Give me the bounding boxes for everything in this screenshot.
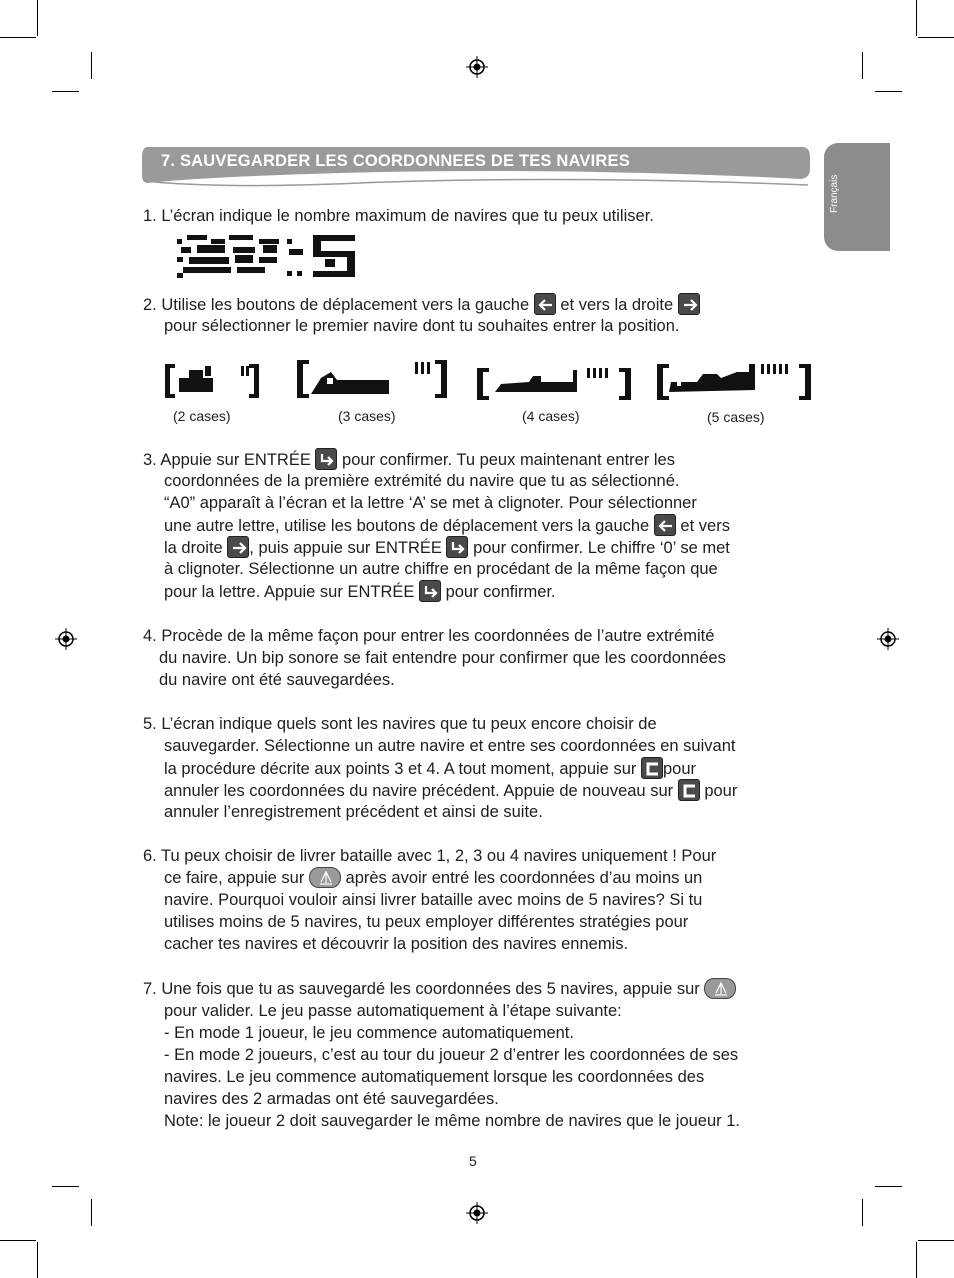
step-6-text: cacher tes navires et découvrir la position des navires ennemis.	[164, 935, 629, 953]
ship-3-cases-icon	[297, 358, 447, 400]
step-3-line-1	[143, 448, 675, 471]
step-5-text: pour	[704, 782, 738, 800]
step-5-text: pour	[662, 760, 696, 778]
step-2-text: 2. Utilise les boutons de déplacement vers la gauche	[143, 296, 530, 314]
step-5-line-5	[143, 801, 543, 823]
step-5-text: la procédure décrite aux points 3 et 4. A tout moment, appuie sur	[164, 760, 637, 778]
right-arrow-button[interactable]	[227, 536, 249, 558]
step-4-line-2	[143, 647, 726, 669]
enter-button[interactable]	[446, 536, 468, 558]
crop-mark	[862, 1199, 863, 1226]
ship-2-cases-icon	[165, 362, 259, 400]
step-6-text: après avoir entré les coordonnées d’au moins un	[345, 869, 703, 887]
step-7-text: navires. Le jeu commence automatiquement lorsque les coordonnées des	[164, 1068, 705, 1086]
step-4-line-1	[143, 625, 714, 647]
step-3-text: et vers	[680, 517, 730, 535]
step-3-text: pour confirmer. Le chiffre ‘0’ se met	[473, 539, 730, 557]
step-7-text: Note: le joueur 2 doit sauvegarder le même nombre de navires que le joueur 1.	[164, 1112, 741, 1130]
crop-mark	[875, 91, 902, 92]
crop-mark	[37, 0, 38, 36]
cancel-c-icon	[679, 780, 701, 802]
crop-mark	[91, 52, 92, 79]
step-6-line-4	[143, 911, 688, 933]
ship-4-cases-icon	[477, 362, 631, 402]
crop-mark	[52, 1186, 79, 1187]
enter-arrow-icon	[316, 449, 338, 471]
ship-5-cases-icon	[657, 360, 811, 402]
ship-caption: (2 cases)	[173, 408, 231, 424]
flag-icon	[310, 868, 342, 889]
flag-icon	[705, 979, 737, 1000]
step-2-line-2	[143, 315, 679, 337]
registration-mark-icon	[877, 628, 899, 650]
section-title: 7. SAUVEGARDER LES COORDONNEES DE TES NAVIRES	[161, 152, 630, 170]
step-2-text: et vers la droite	[560, 296, 674, 314]
step-7-line-2	[143, 1000, 622, 1022]
crop-mark	[918, 37, 954, 38]
step-3-text: , puis appuie sur ENTRÉE	[249, 539, 442, 557]
step-5-line-2	[143, 735, 735, 757]
step-1-text: 1. L’écran indique le nombre maximum de navires que tu peux utiliser.	[143, 207, 654, 225]
step-7-text: navires des 2 armadas ont été sauvegardées.	[164, 1090, 499, 1108]
step-3-line-6	[143, 558, 718, 580]
validate-button[interactable]	[704, 978, 736, 999]
step-7-line-3	[143, 1022, 574, 1044]
step-3-text: “A0” apparaît à l’écran et la lettre ‘A’ se met à clignoter. Pour sélectionner	[164, 494, 697, 512]
left-arrow-button[interactable]	[534, 293, 556, 315]
registration-mark-icon	[466, 1202, 488, 1224]
step-3-line-5	[143, 536, 730, 559]
enter-arrow-icon	[420, 581, 442, 603]
arrow-right-icon	[679, 294, 701, 316]
arrow-right-icon	[228, 537, 250, 559]
step-6-text: navire. Pourquoi vouloir ainsi livrer bataille avec moins de 5 navires? Si tu	[164, 891, 703, 909]
crop-mark	[52, 91, 79, 92]
step-5-text: 5. L’écran indique quels sont les navires que tu peux encore choisir de	[143, 715, 657, 733]
step-7-line-6	[143, 1088, 499, 1110]
step-7-text: - En mode 1 joueur, le jeu commence automatiquement.	[164, 1024, 574, 1042]
step-6-text: utilises moins de 5 navires, tu peux employer différentes stratégies pour	[164, 913, 689, 931]
cancel-c-icon	[642, 758, 664, 780]
step-3-text: à clignoter. Sélectionne un autre chiffre en procédant de la même façon que	[164, 560, 718, 578]
crop-mark	[37, 1242, 38, 1278]
step-3-line-3	[143, 492, 697, 514]
step-7-line-1	[143, 978, 736, 1000]
step-5-text: sauvegarder. Sélectionne un autre navire et entre ses coordonnées en suivant	[164, 737, 736, 755]
step-4-text: du navire ont été sauvegardées.	[159, 671, 395, 689]
crop-mark	[0, 37, 36, 38]
crop-mark	[916, 0, 917, 36]
step-7-line-7	[143, 1110, 740, 1132]
left-arrow-button[interactable]	[654, 514, 676, 536]
step-2-text: pour sélectionner le premier navire dont tu souhaites entrer la position.	[164, 317, 680, 335]
right-arrow-button[interactable]	[678, 293, 700, 315]
step-6-line-2	[143, 867, 702, 889]
step-6-text: 6. Tu peux choisir de livrer bataille avec 1, 2, 3 ou 4 navires uniquement ! Pour	[143, 847, 717, 865]
enter-button[interactable]	[419, 580, 441, 602]
step-3-text: la droite	[164, 539, 223, 557]
step-5-line-1	[143, 713, 657, 735]
crop-mark	[916, 1242, 917, 1278]
step-3-text: pour confirmer. Tu peux maintenant entrer les	[342, 451, 675, 469]
step-5-text: annuler les coordonnées du navire précédent. Appuie de nouveau sur	[164, 782, 674, 800]
arrow-left-icon	[655, 515, 677, 537]
validate-button[interactable]	[309, 867, 341, 888]
step-4-line-3	[143, 669, 395, 691]
crop-mark	[862, 52, 863, 79]
step-5-text: annuler l’enregistrement précédent et ainsi de suite.	[164, 803, 543, 821]
crop-mark	[91, 1199, 92, 1226]
step-3-line-7	[143, 580, 556, 603]
step-3-line-2	[143, 470, 679, 492]
step-3-text: pour la lettre. Appuie sur ENTRÉE	[164, 583, 415, 601]
ship-caption: (3 cases)	[338, 408, 396, 424]
language-tab-label: Français	[829, 174, 840, 214]
step-3-text: pour confirmer.	[445, 583, 556, 601]
lcd-ship-count-display	[177, 233, 357, 279]
step-2-line-1	[143, 293, 700, 316]
step-7-text: - En mode 2 joueurs, c’est au tour du joueur 2 d’entrer les coordonnées de ses	[164, 1046, 739, 1064]
step-3-text: 3. Appuie sur ENTRÉE	[143, 451, 311, 469]
step-7-text: pour valider. Le jeu passe automatiquement à l’étape suivante:	[164, 1002, 622, 1020]
registration-mark-icon	[55, 628, 77, 650]
registration-mark-icon	[466, 56, 488, 78]
step-6-line-5	[143, 933, 628, 955]
ship-caption: (4 cases)	[522, 408, 580, 424]
step-6-text: ce faire, appuie sur	[164, 869, 305, 887]
page-number: 5	[469, 1153, 477, 1169]
step-3-line-4	[143, 514, 730, 537]
ship-caption: (5 cases)	[707, 409, 765, 425]
step-3-text: une autre lettre, utilise les boutons de déplacement vers la gauche	[164, 517, 650, 535]
step-6-line-1	[143, 845, 716, 867]
step-3-text: coordonnées de la première extrémité du navire que tu as sélectionné.	[164, 472, 680, 490]
enter-arrow-icon	[447, 537, 469, 559]
enter-button[interactable]	[315, 448, 337, 470]
step-7-text: 7. Une fois que tu as sauvegardé les coordonnées des 5 navires, appuie sur	[143, 980, 700, 998]
cancel-button[interactable]	[641, 757, 663, 779]
step-4-text: 4. Procède de la même façon pour entrer les coordonnées de l’autre extrémité	[143, 627, 715, 645]
step-4-text: du navire. Un bip sonore se fait entendre pour confirmer que les coordonnées	[159, 649, 726, 667]
cancel-button[interactable]	[678, 779, 700, 801]
crop-mark	[875, 1186, 902, 1187]
step-1	[143, 205, 654, 227]
step-5-line-3	[143, 757, 696, 780]
crop-mark	[918, 1240, 954, 1241]
step-5-line-4	[143, 779, 737, 802]
crop-mark	[0, 1240, 36, 1241]
step-6-line-3	[143, 889, 702, 911]
step-7-line-4	[143, 1044, 738, 1066]
step-7-line-5	[143, 1066, 704, 1088]
arrow-left-icon	[535, 294, 557, 316]
